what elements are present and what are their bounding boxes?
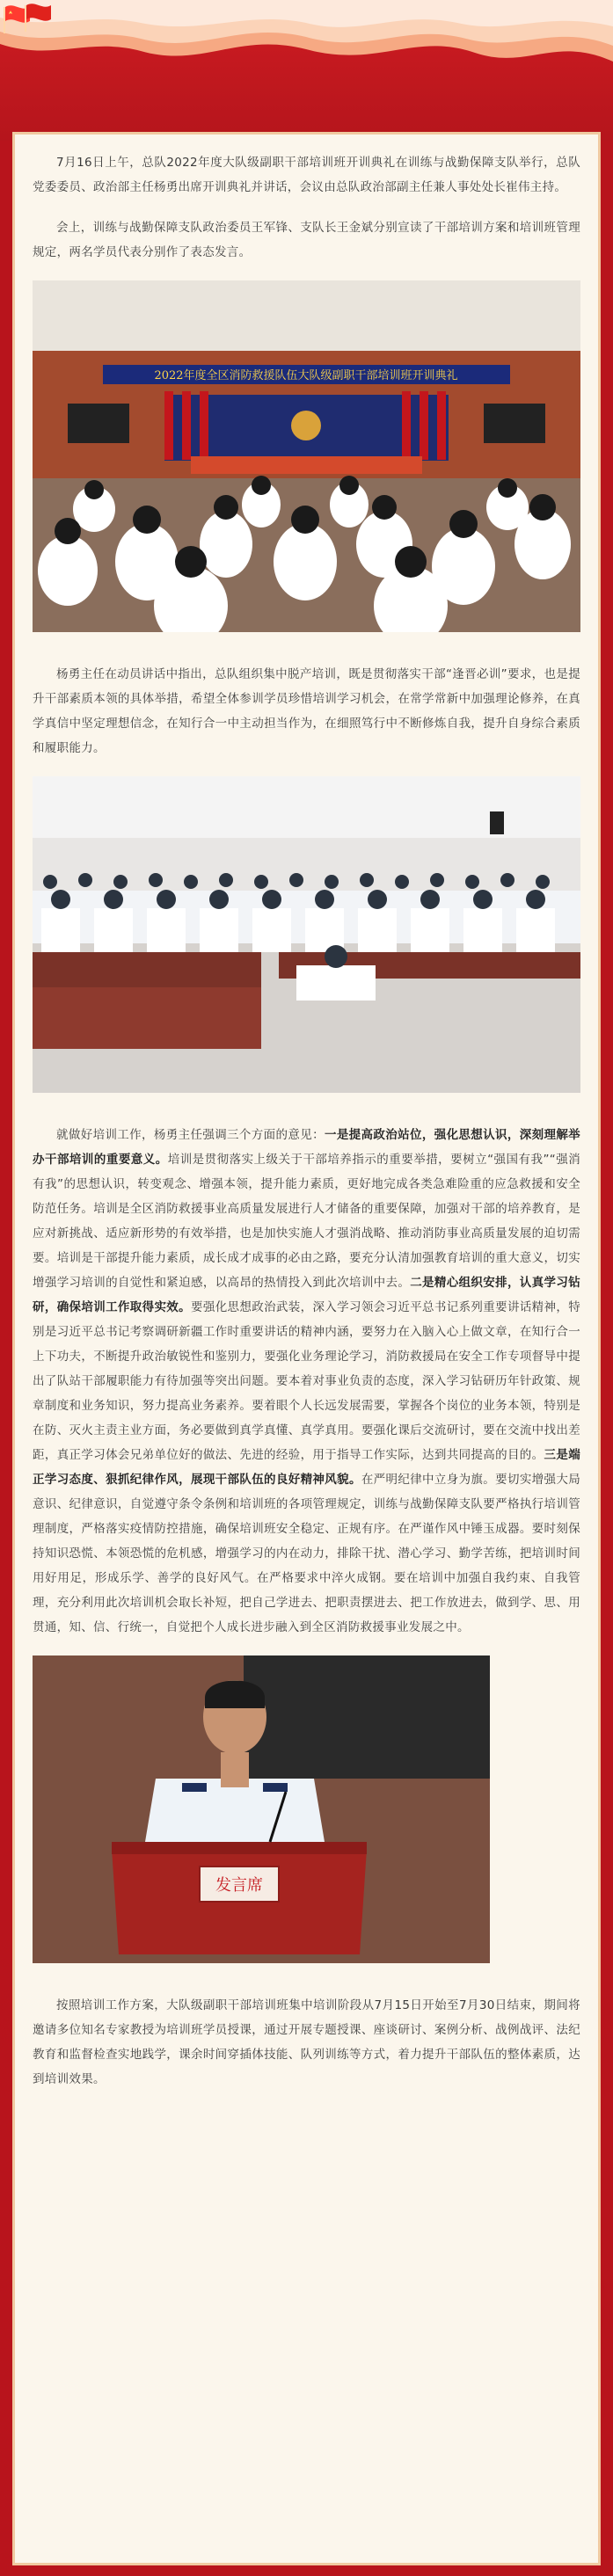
photo-speaker-podium — [33, 1655, 580, 1963]
header-banner — [0, 0, 613, 141]
paragraph-opening: 7月16日上午，总队2022年度大队级副职干部培训班开训典礼在训练与战勤保障支队举行，总队党委委员、政治部主任杨勇出席开训典礼并讲话，会议由总队政治部副主任兼人事处处长崔伟主持。 — [33, 156, 580, 194]
stage-banner-text: 2022年度全区消防救援队伍大队级副职干部培训班开训典礼 — [154, 369, 458, 382]
banner-waves — [0, 0, 613, 141]
podium-sign-text: 发言席 — [215, 1876, 263, 1895]
article-frame — [12, 132, 601, 2565]
photo-trainees-seated — [33, 776, 580, 1093]
photo-ceremony-stage — [33, 280, 580, 632]
article-body — [33, 150, 580, 2107]
paragraph-speech: 杨勇主任在动员讲话中指出，总队组织集中脱产培训，既是贯彻落实干部“逢晋必训”要求，也是提升干部素质本领的具体举措，希望全体参训学员珍惜培训学习机会，在常学常新中加强理论修养，在真学真信中坚定理想信念，在知行合一中主动担当作为，在细照笃行中不断修炼自我，提升自身综合素质和履职能力。 — [33, 667, 580, 755]
paragraph-meeting: 会上，训练与战勤保障支队政治委员王军锋、支队长王金斌分别宣读了干部培训方案和培训班管理规定，两名学员代表分别作了表态发言。 — [33, 221, 580, 259]
paragraph-requirements: 就做好培训工作，杨勇主任强调三个方面的意见：一是提高政治站位，强化思想认识，深刻理解举办干部培训的重要意义。培训是贯彻落实上级关于干部培养指示的重要举措，要树立“强国有我”“强消有我”的思想认识，转变观念、增强本领，提升能力素质，更好地完成各类急难险重的应急救援和安全防范任务。培训是全区消防救援事业高质量发展进行人才储备的重要保障，加强对干部的培养教育，是应对新挑战、适应新形势的有效举措，也是加快实施人才强消战略、推动消防事业高质量发展的迫切需要。培训是干部提升能力素质，成长成才成事的必由之路，要充分认清加强教育培训的重大意义，切实增强学习培训的自觉性和紧迫感，以高昂的热情投入到此次培训中去。二是精心组织安排，认真学习钻研，确保培训工作取得实效。要强化思想政治武装，深入学习领会习近平总书记系列重要讲话精神，特别是习近平总书记考察调研新疆工作时重要讲话的精神内涵，要努力在入脑入心上做文章，在知行合一上下功夫，不断提升政治敏锐性和鉴别力，要强化业务理论学习，消防救援局在安全工作专项督导中提出了队站干部履职能力有待加强等突出问题。要本着对事业负责的态度，深入学习钻研历年针政策、规章制度和业务知识，努力提高业务素养。要着眼个人长远发展需要，掌握各个岗位的业务本领，特别是在防、灭火主责主业方面，务必要做到真学真懂、真学真用。要强化课后交流研讨，要在交流中找出差距，真正学习体会兄弟单位好的做法、先进的经验，用于指导工作实际，达到共同提高的目的。三是端正学习态度、狠抓纪律作风，展现干部队伍的良好精神风貌。在严明纪律中立身为旗。要切实增强大局意识、纪律意识，自觉遵守条令条例和培训班的各项管理规定，训练与战勤保障支队要严格执行培训管理制度，严格落实疫情防控措施，确保培训班安全稳定、正规有序。在严谨作风中锤玉成器。要时刻保持知识恐慌、本领恐慌的危机感，增强学习的内在动力，排除干扰、潜心学习、勤学苦练，把培训时间用好用足，形成乐学、善学的良好风气。在严格要求中淬火成钢。要在培训中加强自我约束、自我管理，充分利用此次培训机会取长补短，把自己学进去、把职责摆进去、把工作放进去，做到学、思、用贯通，知、信、行统一，自觉把个人成长进步融入到全区消防救援事业发展之中。 — [33, 1128, 580, 1634]
red-flag-icon — [0, 0, 55, 35]
paragraph-schedule: 按照培训工作方案，大队级副职干部培训班集中培训阶段从7月15日开始至7月30日结束，期间将邀请多位知名专家教授为培训班学员授课，通过开展专题授课、座谈研讨、案例分析、战例战评、法纪教育和监督检查实地践学，课余时间穿插体技能、队列训练等方式，着力提升干部队伍的整体素质，达到培训效果。 — [33, 1998, 580, 2086]
